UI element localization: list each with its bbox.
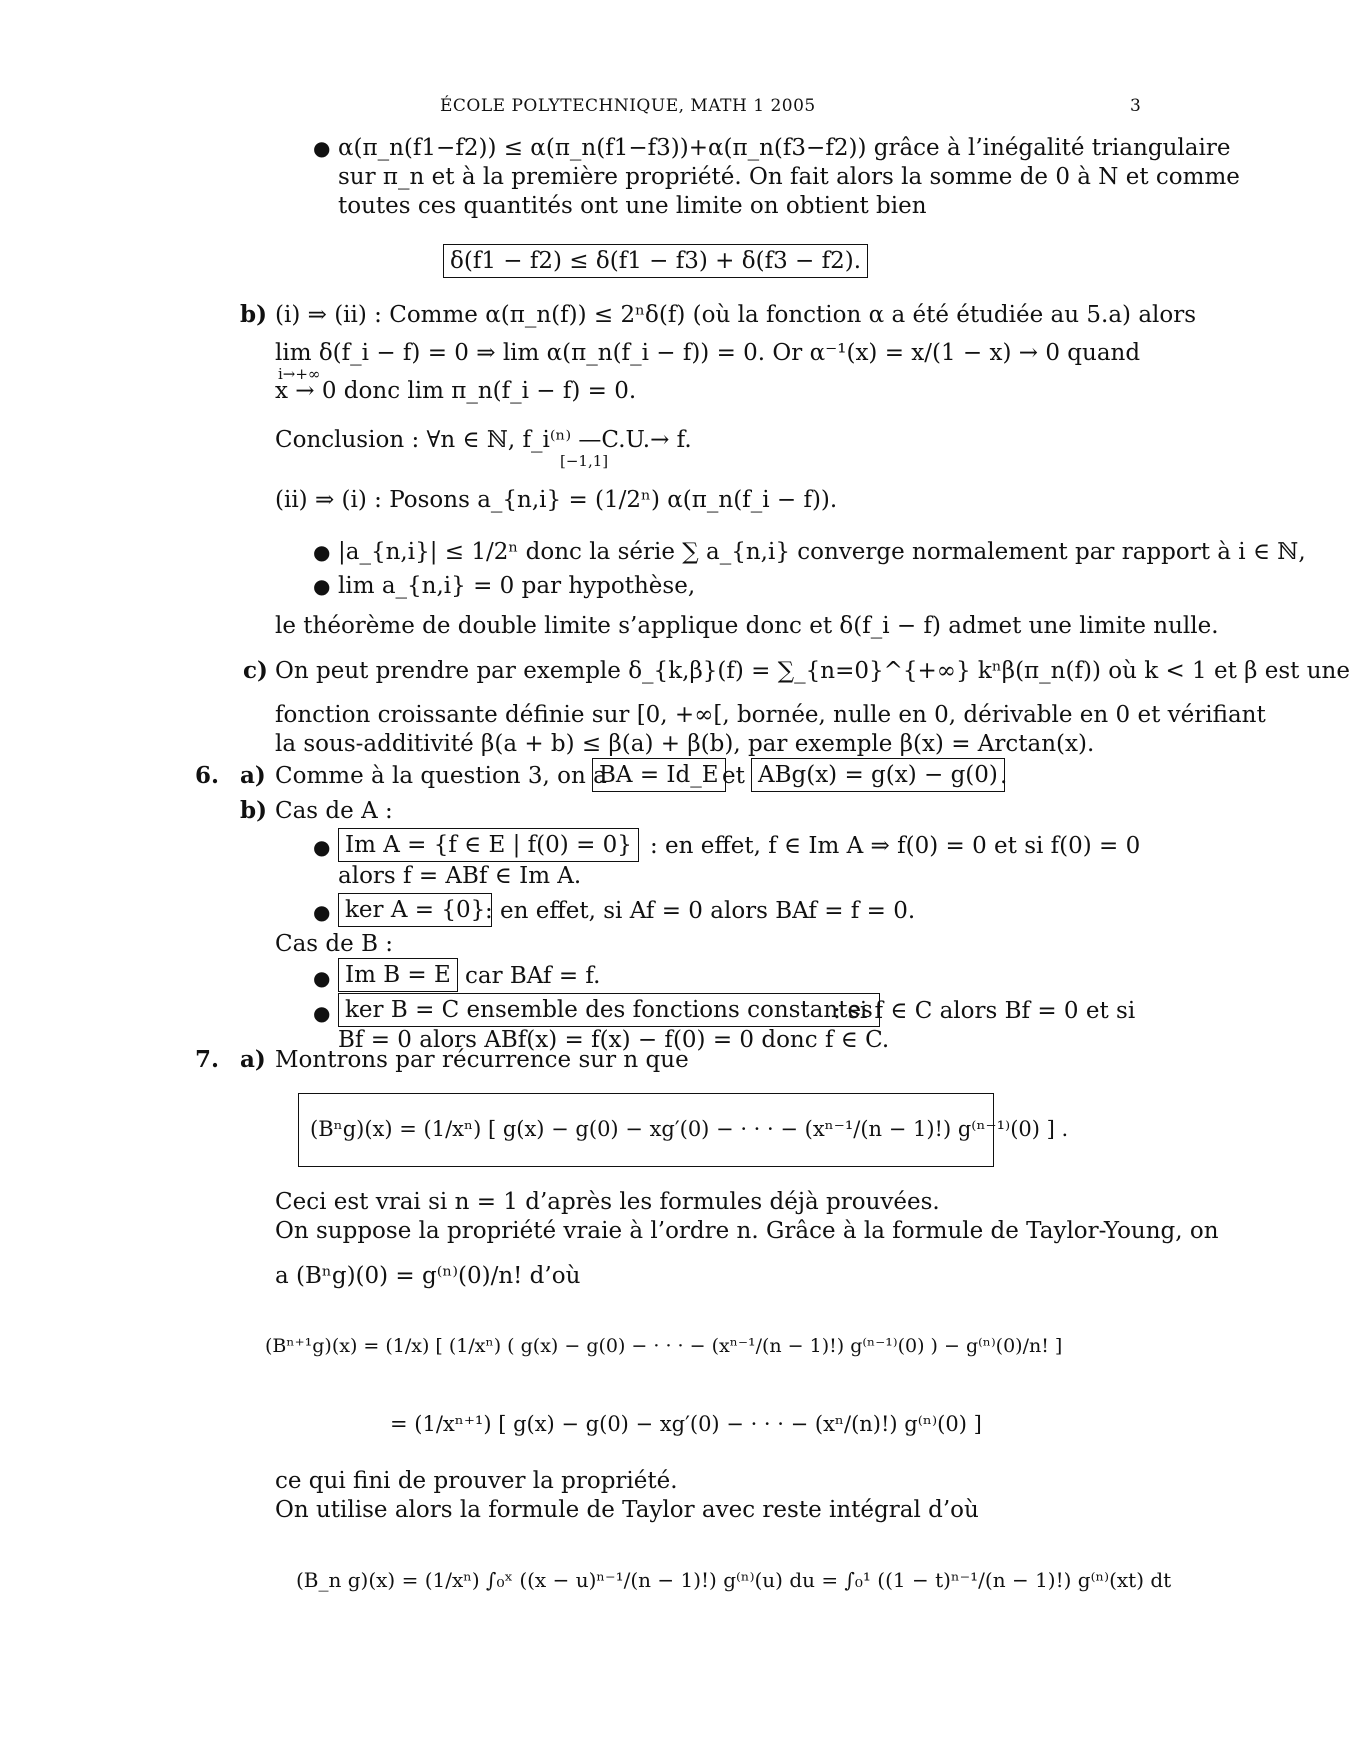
running-header: ÉCOLE POLYTECHNIQUE, MATH 1 2005 — [440, 96, 816, 116]
page-number: 3 — [1130, 96, 1142, 116]
equation: (Bⁿ⁺¹g)(x) = (1/x) [ (1/xⁿ) ( g(x) − g(0) − · · · − (xⁿ⁻¹/(n − 1)!) g⁽ⁿ⁻¹⁾(0) ) − g⁽ⁿ⁾(0)/n! ] — [265, 1335, 1063, 1357]
text-line: α(π_n(f1−f2)) ≤ α(π_n(f1−f3))+α(π_n(f3−f2)) grâce à l’inégalité triangulaire — [338, 135, 1231, 161]
question-number: 6. — [195, 762, 220, 789]
text-line: car BAf = f. — [465, 963, 601, 989]
equation: = (1/xⁿ⁺¹) [ g(x) − g(0) − xg′(0) − · · · − (xⁿ/(n)!) g⁽ⁿ⁾(0) ] — [390, 1412, 982, 1436]
text-line: Comme à la question 3, on a — [275, 763, 607, 789]
text-line: a (Bⁿg)(0) = g⁽ⁿ⁾(0)/n! d’où — [275, 1263, 581, 1289]
bullet-icon: ● — [313, 900, 331, 924]
text-line: |a_{n,i}| ≤ 1/2ⁿ donc la série ∑ a_{n,i} converge normalement par rapport à i ∈ ℕ, — [338, 539, 1306, 565]
boxed-result: Im A = {f ∈ E | f(0) = 0} — [338, 828, 639, 862]
text-line: Cas de B : — [275, 931, 394, 957]
part-label: b) — [240, 301, 267, 328]
part-label: a) — [240, 762, 266, 789]
boxed-result: ABg(x) = g(x) − g(0) — [751, 758, 1005, 792]
boxed-result: ker A = {0} — [338, 893, 492, 927]
text-line: alors f = ABf ∈ Im A. — [338, 863, 582, 889]
text-line: On utilise alors la formule de Taylor avec reste intégral d’où — [275, 1497, 979, 1523]
text-line: On suppose la propriété vraie à l’ordre n. Grâce à la formule de Taylor-Young, on — [275, 1218, 1219, 1244]
bullet-icon: ● — [313, 966, 331, 990]
bullet-icon: ● — [313, 835, 331, 859]
bullet-icon: ● — [313, 136, 331, 160]
bullet-icon: ● — [313, 574, 331, 598]
part-label: a) — [240, 1046, 266, 1073]
text-line: lim δ(f_i − f) = 0 ⇒ lim α(π_n(f_i − f)) = 0. Or α⁻¹(x) = x/(1 − x) → 0 quand — [275, 340, 1141, 366]
boxed-result: BA = Id_E — [592, 758, 726, 792]
part-label: b) — [240, 797, 267, 824]
text-line: et — [722, 763, 745, 789]
bullet-icon: ● — [313, 1001, 331, 1025]
question-number: 7. — [195, 1046, 220, 1073]
text-line: Ceci est vrai si n = 1 d’après les formules déjà prouvées. — [275, 1189, 940, 1215]
text-line: : en effet, f ∈ Im A ⇒ f(0) = 0 et si f(0) = 0 — [650, 833, 1141, 859]
boxed-result: ker B = C ensemble des fonctions constantes — [338, 993, 880, 1027]
text-line: (ii) ⇒ (i) : Posons a_{n,i} = (1/2ⁿ) α(π_n(f_i − f)). — [275, 487, 838, 513]
limit-subscript: i→+∞ — [278, 365, 321, 383]
part-label: c) — [243, 657, 268, 684]
text-line: Cas de A : — [275, 798, 393, 824]
interval-subscript: [−1,1] — [560, 452, 609, 470]
text-line: fonction croissante définie sur [0, +∞[, bornée, nulle en 0, dérivable en 0 et vérifiant — [275, 702, 1266, 728]
text-line: . — [1000, 763, 1008, 789]
text-line: : en effet, si Af = 0 alors BAf = f = 0. — [485, 898, 916, 924]
boxed-result: δ(f1 − f2) ≤ δ(f1 − f3) + δ(f3 − f2). — [443, 244, 868, 278]
text-line: la sous-additivité β(a + b) ≤ β(a) + β(b), par exemple β(x) = Arctan(x). — [275, 731, 1095, 757]
text-line: Montrons par récurrence sur n que — [275, 1047, 689, 1073]
text-line: lim a_{n,i} = 0 par hypothèse, — [338, 573, 696, 599]
text-line: Bf = 0 alors ABf(x) = f(x) − f(0) = 0 donc f ∈ C. — [338, 1027, 890, 1053]
text-line: x → 0 donc lim π_n(f_i − f) = 0. — [275, 378, 637, 404]
text-line: Conclusion : ∀n ∈ ℕ, f_i⁽ⁿ⁾ —C.U.→ f. — [275, 427, 692, 453]
text-line: ce qui fini de prouver la propriété. — [275, 1468, 678, 1494]
bullet-icon: ● — [313, 540, 331, 564]
equation: (B_n g)(x) = (1/xⁿ) ∫₀ˣ ((x − u)ⁿ⁻¹/(n − 1)!) g⁽ⁿ⁾(u) du = ∫₀¹ ((1 − t)ⁿ⁻¹/(n − 1)!) g⁽ⁿ⁾(xt) dt — [296, 1568, 1172, 1592]
text-line: : si f ∈ C alors Bf = 0 et si — [833, 998, 1136, 1024]
text-line: le théorème de double limite s’applique donc et δ(f_i − f) admet une limite nulle. — [275, 613, 1219, 639]
text-line: sur π_n et à la première propriété. On fait alors la somme de 0 à N et comme — [338, 164, 1240, 190]
text-line: On peut prendre par exemple δ_{k,β}(f) = ∑_{n=0}^{+∞} kⁿβ(π_n(f)) où k < 1 et β est une — [275, 658, 1350, 684]
text-line: (i) ⇒ (ii) : Comme α(π_n(f)) ≤ 2ⁿδ(f) (où la fonction α a été étudiée au 5.a) alors — [275, 302, 1197, 328]
equation: (Bⁿg)(x) = (1/xⁿ) [ g(x) − g(0) − xg′(0) − · · · − (xⁿ⁻¹/(n − 1)!) g⁽ⁿ⁻¹⁾(0) ] . — [310, 1117, 1069, 1141]
boxed-result: Im B = E — [338, 958, 458, 992]
text-line: toutes ces quantités ont une limite on obtient bien — [338, 193, 927, 219]
